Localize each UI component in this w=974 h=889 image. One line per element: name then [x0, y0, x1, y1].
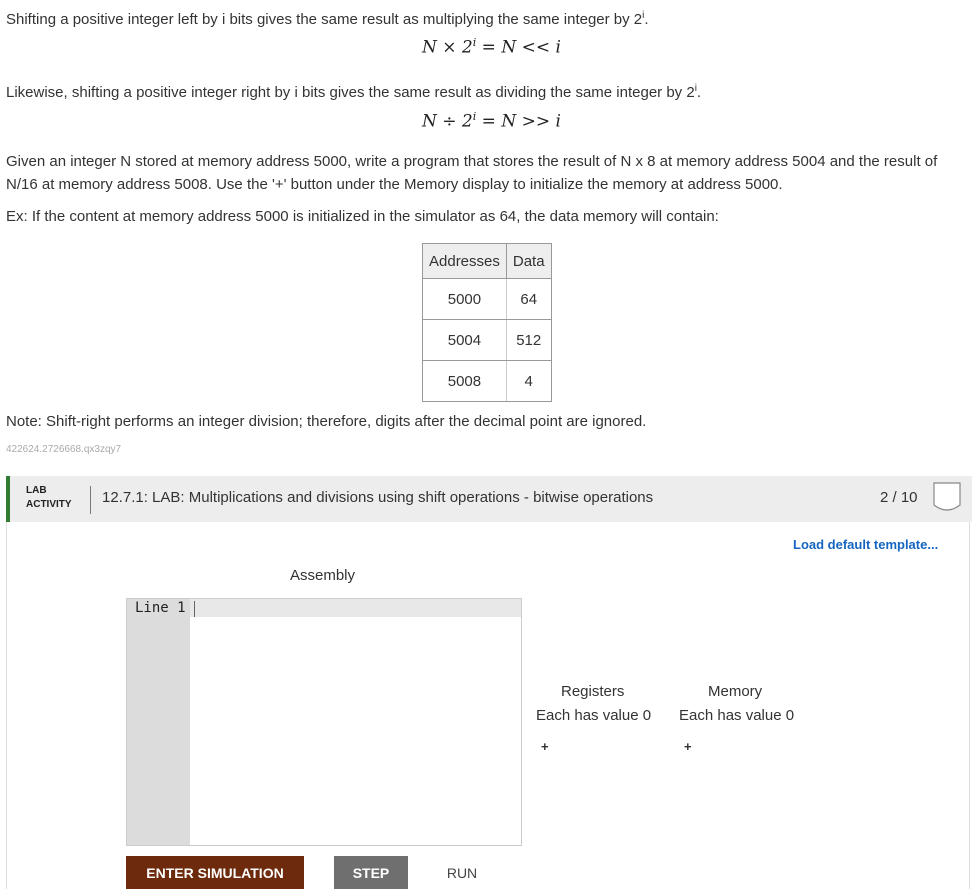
active-line-highlight — [190, 599, 521, 617]
table-header-row — [423, 244, 552, 279]
task-description: Given an integer N stored at memory address 5000, write a program that stores the result of N x 8 at memory address 5004 and the result of N/16 at memory address 5008. Use the '+' button under the Memory display to initialize the memory at address 5000. — [6, 153, 938, 193]
lab-title: 12.7.1: LAB: Multiplications and divisions using shift operations - bitwise operations — [102, 489, 654, 506]
left-formula-rhs: = N << i — [476, 37, 561, 58]
addresses-header: Addresses — [423, 244, 507, 279]
assembly-label: Assembly — [290, 567, 356, 584]
right-shift-description — [6, 79, 701, 103]
run-button[interactable]: RUN — [446, 864, 478, 881]
address-cell: 5008 — [423, 361, 507, 402]
left-formula-lhs: N × 2 — [422, 37, 473, 58]
badge-line-activity: ACTIVITY — [26, 499, 72, 510]
left-shift-formula — [422, 36, 561, 58]
text-cursor — [194, 601, 195, 617]
table-row — [423, 279, 552, 320]
left-shift-description — [6, 6, 649, 30]
right-shift-text: Likewise, shifting a positive integer right by i bits gives the same result as dividing the same integer by 2 — [6, 84, 695, 101]
badge-line-lab: LAB — [26, 485, 47, 496]
memory-value: Each has value 0 — [679, 707, 795, 724]
example-memory-table — [422, 243, 552, 402]
lab-score: 2 / 10 — [880, 489, 918, 506]
assembly-code-editor[interactable] — [126, 598, 522, 846]
reference-id: 422624.2726668.qx3zqy7 — [6, 444, 122, 455]
right-formula-rhs: = N >> i — [476, 111, 561, 132]
memory-title: Memory — [708, 683, 763, 700]
registers-title: Registers — [561, 683, 625, 700]
right-shift-formula — [422, 110, 561, 132]
header-divider — [90, 486, 91, 514]
line-number-gutter — [127, 599, 190, 845]
table-row — [423, 320, 552, 361]
right-formula-lhs: N ÷ 2 — [422, 111, 473, 132]
add-register-button[interactable]: + — [541, 739, 549, 754]
left-shift-text: Shifting a positive integer left by i bits gives the same result as multiplying the same integer by 2 — [6, 11, 643, 28]
line-number: Line 1 — [135, 600, 186, 616]
right-shift-exponent: i — [694, 83, 697, 94]
right-formula-exponent: i — [472, 110, 477, 123]
load-default-template-link[interactable]: Load default template... — [793, 537, 939, 552]
table-row — [423, 361, 552, 402]
left-shift-exponent: i — [642, 10, 645, 21]
address-cell: 5004 — [423, 320, 507, 361]
right-shift-period: . — [696, 84, 702, 101]
enter-simulation-button[interactable]: ENTER SIMULATION — [126, 856, 304, 889]
step-button[interactable]: STEP — [334, 856, 408, 889]
example-description: Ex: If the content at memory address 5000 is initialized in the simulator as 64, the data memory will contain: — [6, 208, 719, 225]
left-shift-period: . — [644, 11, 649, 28]
data-cell: 64 — [506, 279, 551, 320]
lab-activity-badge — [26, 484, 72, 512]
left-formula-exponent: i — [472, 36, 477, 49]
completion-shield-icon — [932, 481, 962, 515]
add-memory-button[interactable]: + — [684, 739, 692, 754]
lab-activity-header — [6, 476, 972, 522]
note-text: Note: Shift-right performs an integer division; therefore, digits after the decimal point are ignored. — [6, 413, 647, 430]
data-cell: 512 — [506, 320, 551, 361]
registers-value: Each has value 0 — [536, 707, 652, 724]
address-cell: 5000 — [423, 279, 507, 320]
data-header: Data — [506, 244, 551, 279]
data-cell: 4 — [506, 361, 551, 402]
